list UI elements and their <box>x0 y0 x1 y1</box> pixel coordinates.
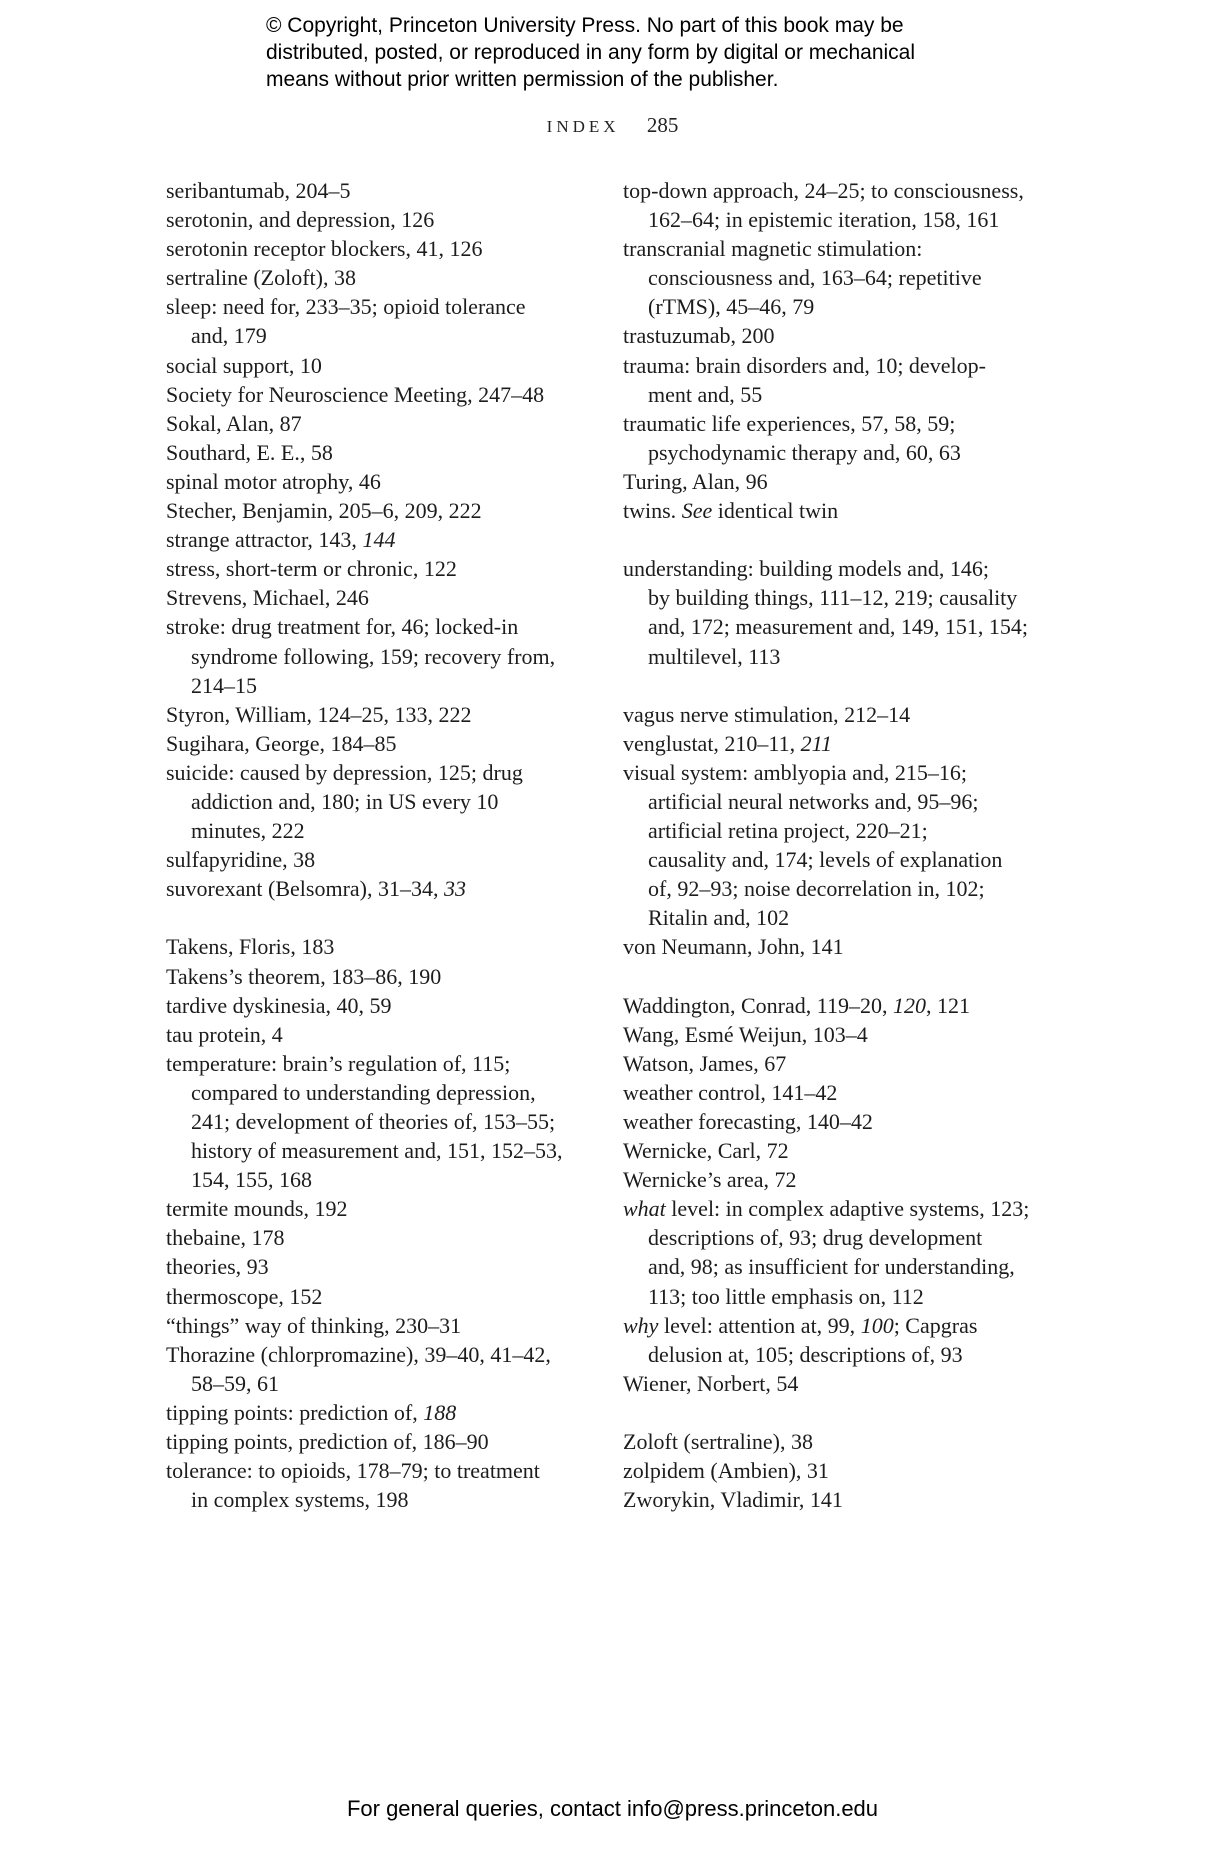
letter-group-gap <box>623 962 1053 991</box>
index-entry-line: Thorazine (chlorpromazine), 39–40, 41–42, <box>166 1341 551 1367</box>
index-entry-line: sleep: need for, 233–35; opioid tolerance <box>166 294 526 320</box>
index-entry-line: transcranial magnetic stimulation: <box>623 236 923 262</box>
index-entry <box>166 612 586 699</box>
index-entry <box>166 554 586 583</box>
index-entry <box>623 1049 1053 1078</box>
index-entry <box>623 1427 1053 1456</box>
index-entry <box>166 1398 586 1427</box>
index-entry-line: Wiener, Norbert, 54 <box>623 1370 799 1396</box>
index-entry-continuation: psychodynamic therapy and, 60, 63 <box>648 439 961 465</box>
index-entry <box>166 1020 586 1049</box>
index-entry <box>166 234 586 263</box>
index-entry <box>623 1369 1053 1398</box>
index-entry <box>623 467 1053 496</box>
index-entry-continuation: 162–64; in epistemic iteration, 158, 161 <box>648 207 1000 233</box>
index-entry-continuation: by building things, 111–12, 219; causality <box>648 585 1018 611</box>
index-entry-line: top-down approach, 24–25; to consciousness, <box>623 178 1024 203</box>
index-entry-line: theories, 93 <box>166 1254 269 1280</box>
copyright-line: means without prior written permission of the publisher. <box>266 68 779 91</box>
index-entry <box>623 496 1053 525</box>
index-entry <box>166 496 586 525</box>
index-entry <box>623 1020 1053 1049</box>
index-entry-line: suvorexant (Belsomra), 31–34, 33 <box>166 876 466 902</box>
index-entry <box>623 758 1053 933</box>
index-entry-continuation: syndrome following, 159; recovery from, <box>191 643 556 669</box>
index-entry <box>623 234 1053 321</box>
index-entry-continuation: 113; too little emphasis on, 112 <box>648 1283 924 1309</box>
index-entry <box>623 729 1053 758</box>
index-entry <box>166 1340 586 1398</box>
running-head <box>0 113 1225 138</box>
index-entry <box>623 1194 1053 1310</box>
letter-group-gap <box>623 671 1053 700</box>
index-entry-line: sulfapyridine, 38 <box>166 847 316 873</box>
index-entry <box>623 1078 1053 1107</box>
index-entry-continuation: 154, 155, 168 <box>191 1167 312 1193</box>
index-entry-line: Watson, James, 67 <box>623 1050 787 1076</box>
index-entry <box>166 1049 586 1194</box>
index-entry-line: Styron, William, 124–25, 133, 222 <box>166 701 472 727</box>
index-entry-continuation: addiction and, 180; in US every 10 <box>191 788 499 814</box>
index-entry-continuation: 58–59, 61 <box>191 1370 279 1396</box>
index-entry-line: Takens, Floris, 183 <box>166 934 335 960</box>
index-entry <box>166 1194 586 1223</box>
index-entry-continuation: history of measurement and, 151, 152–53, <box>191 1138 563 1164</box>
index-entry-line: understanding: building models and, 146; <box>623 556 990 582</box>
index-entry <box>166 1282 586 1311</box>
index-entry-line: thebaine, 178 <box>166 1225 285 1251</box>
index-entry-line: what level: in complex adaptive systems, 123; <box>623 1196 1030 1222</box>
index-entry-line: tardive dyskinesia, 40, 59 <box>166 992 392 1018</box>
index-entry <box>166 1252 586 1281</box>
index-entry-line: Strevens, Michael, 246 <box>166 585 369 611</box>
index-entry <box>166 991 586 1020</box>
index-entry <box>166 1427 586 1456</box>
index-entry <box>166 380 586 409</box>
index-entry <box>623 1165 1053 1194</box>
index-entry-line: thermoscope, 152 <box>166 1283 323 1309</box>
index-column-left <box>166 176 586 1514</box>
index-entry <box>623 1107 1053 1136</box>
letter-group-gap <box>623 525 1053 554</box>
running-head-label: INDEX <box>546 117 620 136</box>
index-entry <box>166 932 586 961</box>
index-entry <box>623 409 1053 467</box>
index-entry-continuation: ment and, 55 <box>648 381 763 407</box>
index-entry-continuation: and, 179 <box>191 323 267 349</box>
index-entry <box>166 292 586 350</box>
index-entry <box>166 845 586 874</box>
index-entry <box>623 554 1053 670</box>
index-entry-continuation: compared to understanding depression, <box>191 1079 536 1105</box>
index-entry-line: spinal motor atrophy, 46 <box>166 468 381 494</box>
page-number: 285 <box>646 113 679 137</box>
index-entry-line: temperature: brain’s regulation of, 115; <box>166 1050 511 1076</box>
index-entry-line: Sugihara, George, 184–85 <box>166 730 397 756</box>
index-entry <box>166 263 586 292</box>
index-entry <box>623 1136 1053 1165</box>
index-entry-line: why level: attention at, 99, 100; Capgras <box>623 1312 978 1338</box>
index-entry <box>166 1223 586 1252</box>
index-entry-line: Stecher, Benjamin, 205–6, 209, 222 <box>166 498 482 524</box>
index-entry-line: twins. See identical twin <box>623 498 839 524</box>
index-entry-line: suicide: caused by depression, 125; drug <box>166 759 523 785</box>
index-entry-line: Takens’s theorem, 183–86, 190 <box>166 963 442 989</box>
index-entry-line: “things” way of thinking, 230–31 <box>166 1312 462 1338</box>
index-entry <box>166 205 586 234</box>
index-entry-continuation: descriptions of, 93; drug development <box>648 1225 983 1251</box>
index-entry-line: Zoloft (sertraline), 38 <box>623 1429 813 1455</box>
index-entry <box>166 962 586 991</box>
index-entry <box>623 1485 1053 1514</box>
index-entry-line: social support, 10 <box>166 352 322 378</box>
index-entry <box>166 583 586 612</box>
index-entry-continuation: multilevel, 113 <box>648 643 781 669</box>
letter-group-gap <box>166 903 586 932</box>
index-entry <box>623 1311 1053 1369</box>
index-entry-line: Southard, E. E., 58 <box>166 439 333 465</box>
index-entry-line: visual system: amblyopia and, 215–16; <box>623 759 968 785</box>
index-entry-line: stress, short-term or chronic, 122 <box>166 556 457 582</box>
index-entry-line: Turing, Alan, 96 <box>623 468 768 494</box>
index-entry <box>623 176 1053 234</box>
index-entry <box>166 409 586 438</box>
index-entry <box>623 700 1053 729</box>
index-entry-line: serotonin receptor blockers, 41, 126 <box>166 236 483 262</box>
index-entry <box>166 467 586 496</box>
index-entry <box>623 351 1053 409</box>
index-entry <box>623 991 1053 1020</box>
footer-contact: For general queries, contact info@press.princeton.edu <box>346 1796 879 1821</box>
index-entry <box>166 758 586 845</box>
index-entry <box>166 874 586 903</box>
index-entry <box>166 700 586 729</box>
index-entry-line: seribantumab, 204–5 <box>166 178 351 203</box>
index-entry-line: sertraline (Zoloft), 38 <box>166 265 356 291</box>
index-entry-line: strange attractor, 143, 144 <box>166 527 396 553</box>
index-entry <box>623 932 1053 961</box>
index-entry-continuation: (rTMS), 45–46, 79 <box>648 294 815 320</box>
index-entry <box>166 1456 586 1514</box>
index-entry-continuation: causality and, 174; levels of explanation <box>648 847 1003 873</box>
index-column-right <box>623 176 1053 1514</box>
copyright-line: © Copyright, Princeton University Press. No part of this book may be <box>266 14 904 37</box>
index-entry <box>166 729 586 758</box>
index-entry-continuation: artificial retina project, 220–21; <box>648 818 928 844</box>
index-entry-line: weather control, 141–42 <box>623 1079 838 1105</box>
index-entry-continuation: minutes, 222 <box>191 818 305 844</box>
index-entry-line: von Neumann, John, 141 <box>623 934 844 960</box>
index-entry <box>166 351 586 380</box>
index-entry-line: tau protein, 4 <box>166 1021 283 1047</box>
index-entry-continuation: artificial neural networks and, 95–96; <box>648 788 979 814</box>
index-entry <box>166 438 586 467</box>
index-entry-line: Sokal, Alan, 87 <box>166 410 302 436</box>
index-entry-line: Wang, Esmé Weijun, 103–4 <box>623 1021 868 1047</box>
index-entry-continuation: Ritalin and, 102 <box>648 905 790 931</box>
index-entry-continuation: delusion at, 105; descriptions of, 93 <box>648 1341 963 1367</box>
index-entry-line: venglustat, 210–11, 211 <box>623 730 832 756</box>
index-entry-line: Zworykin, Vladimir, 141 <box>623 1487 843 1513</box>
index-entry-line: stroke: drug treatment for, 46; locked-in <box>166 614 519 640</box>
index-entry <box>623 321 1053 350</box>
index-entry <box>623 1456 1053 1485</box>
index-entry-continuation: in complex systems, 198 <box>191 1487 409 1513</box>
index-entry-continuation: and, 98; as insufficient for understanding, <box>648 1254 1015 1280</box>
index-entry-continuation: and, 172; measurement and, 149, 151, 154; <box>648 614 1029 640</box>
index-entry <box>166 1311 586 1340</box>
index-entry-line: Society for Neuroscience Meeting, 247–48 <box>166 381 545 407</box>
index-entry-continuation: of, 92–93; noise decorrelation in, 102; <box>648 876 985 902</box>
index-entry-continuation: 241; development of theories of, 153–55; <box>191 1109 556 1134</box>
index-entry-line: zolpidem (Ambien), 31 <box>623 1458 829 1484</box>
index-entry-line: Wernicke’s area, 72 <box>623 1167 797 1193</box>
index-entry-line: tipping points, prediction of, 186–90 <box>166 1429 489 1455</box>
index-entry <box>166 176 586 205</box>
index-entry-line: Wernicke, Carl, 72 <box>623 1138 789 1164</box>
index-entry-line: trastuzumab, 200 <box>623 323 775 349</box>
index-entry <box>166 525 586 554</box>
index-entry-line: termite mounds, 192 <box>166 1196 348 1222</box>
letter-group-gap <box>623 1398 1053 1427</box>
index-entry-line: traumatic life experiences, 57, 58, 59; <box>623 410 956 436</box>
index-entry-line: weather forecasting, 140–42 <box>623 1109 873 1134</box>
index-entry-continuation: 214–15 <box>191 672 257 698</box>
index-entry-line: Waddington, Conrad, 119–20, 120, 121 <box>623 992 970 1018</box>
index-entry-continuation: consciousness and, 163–64; repetitive <box>648 265 982 291</box>
index-entry-line: tolerance: to opioids, 178–79; to treatment <box>166 1458 540 1484</box>
index-entry-line: vagus nerve stimulation, 212–14 <box>623 701 911 727</box>
index-entry-line: tipping points: prediction of, 188 <box>166 1399 457 1425</box>
copyright-notice <box>266 12 1006 93</box>
index-entry-line: serotonin, and depression, 126 <box>166 207 435 233</box>
copyright-line: distributed, posted, or reproduced in any form by digital or mechanical <box>266 41 916 64</box>
index-entry-line: trauma: brain disorders and, 10; develop- <box>623 352 986 378</box>
